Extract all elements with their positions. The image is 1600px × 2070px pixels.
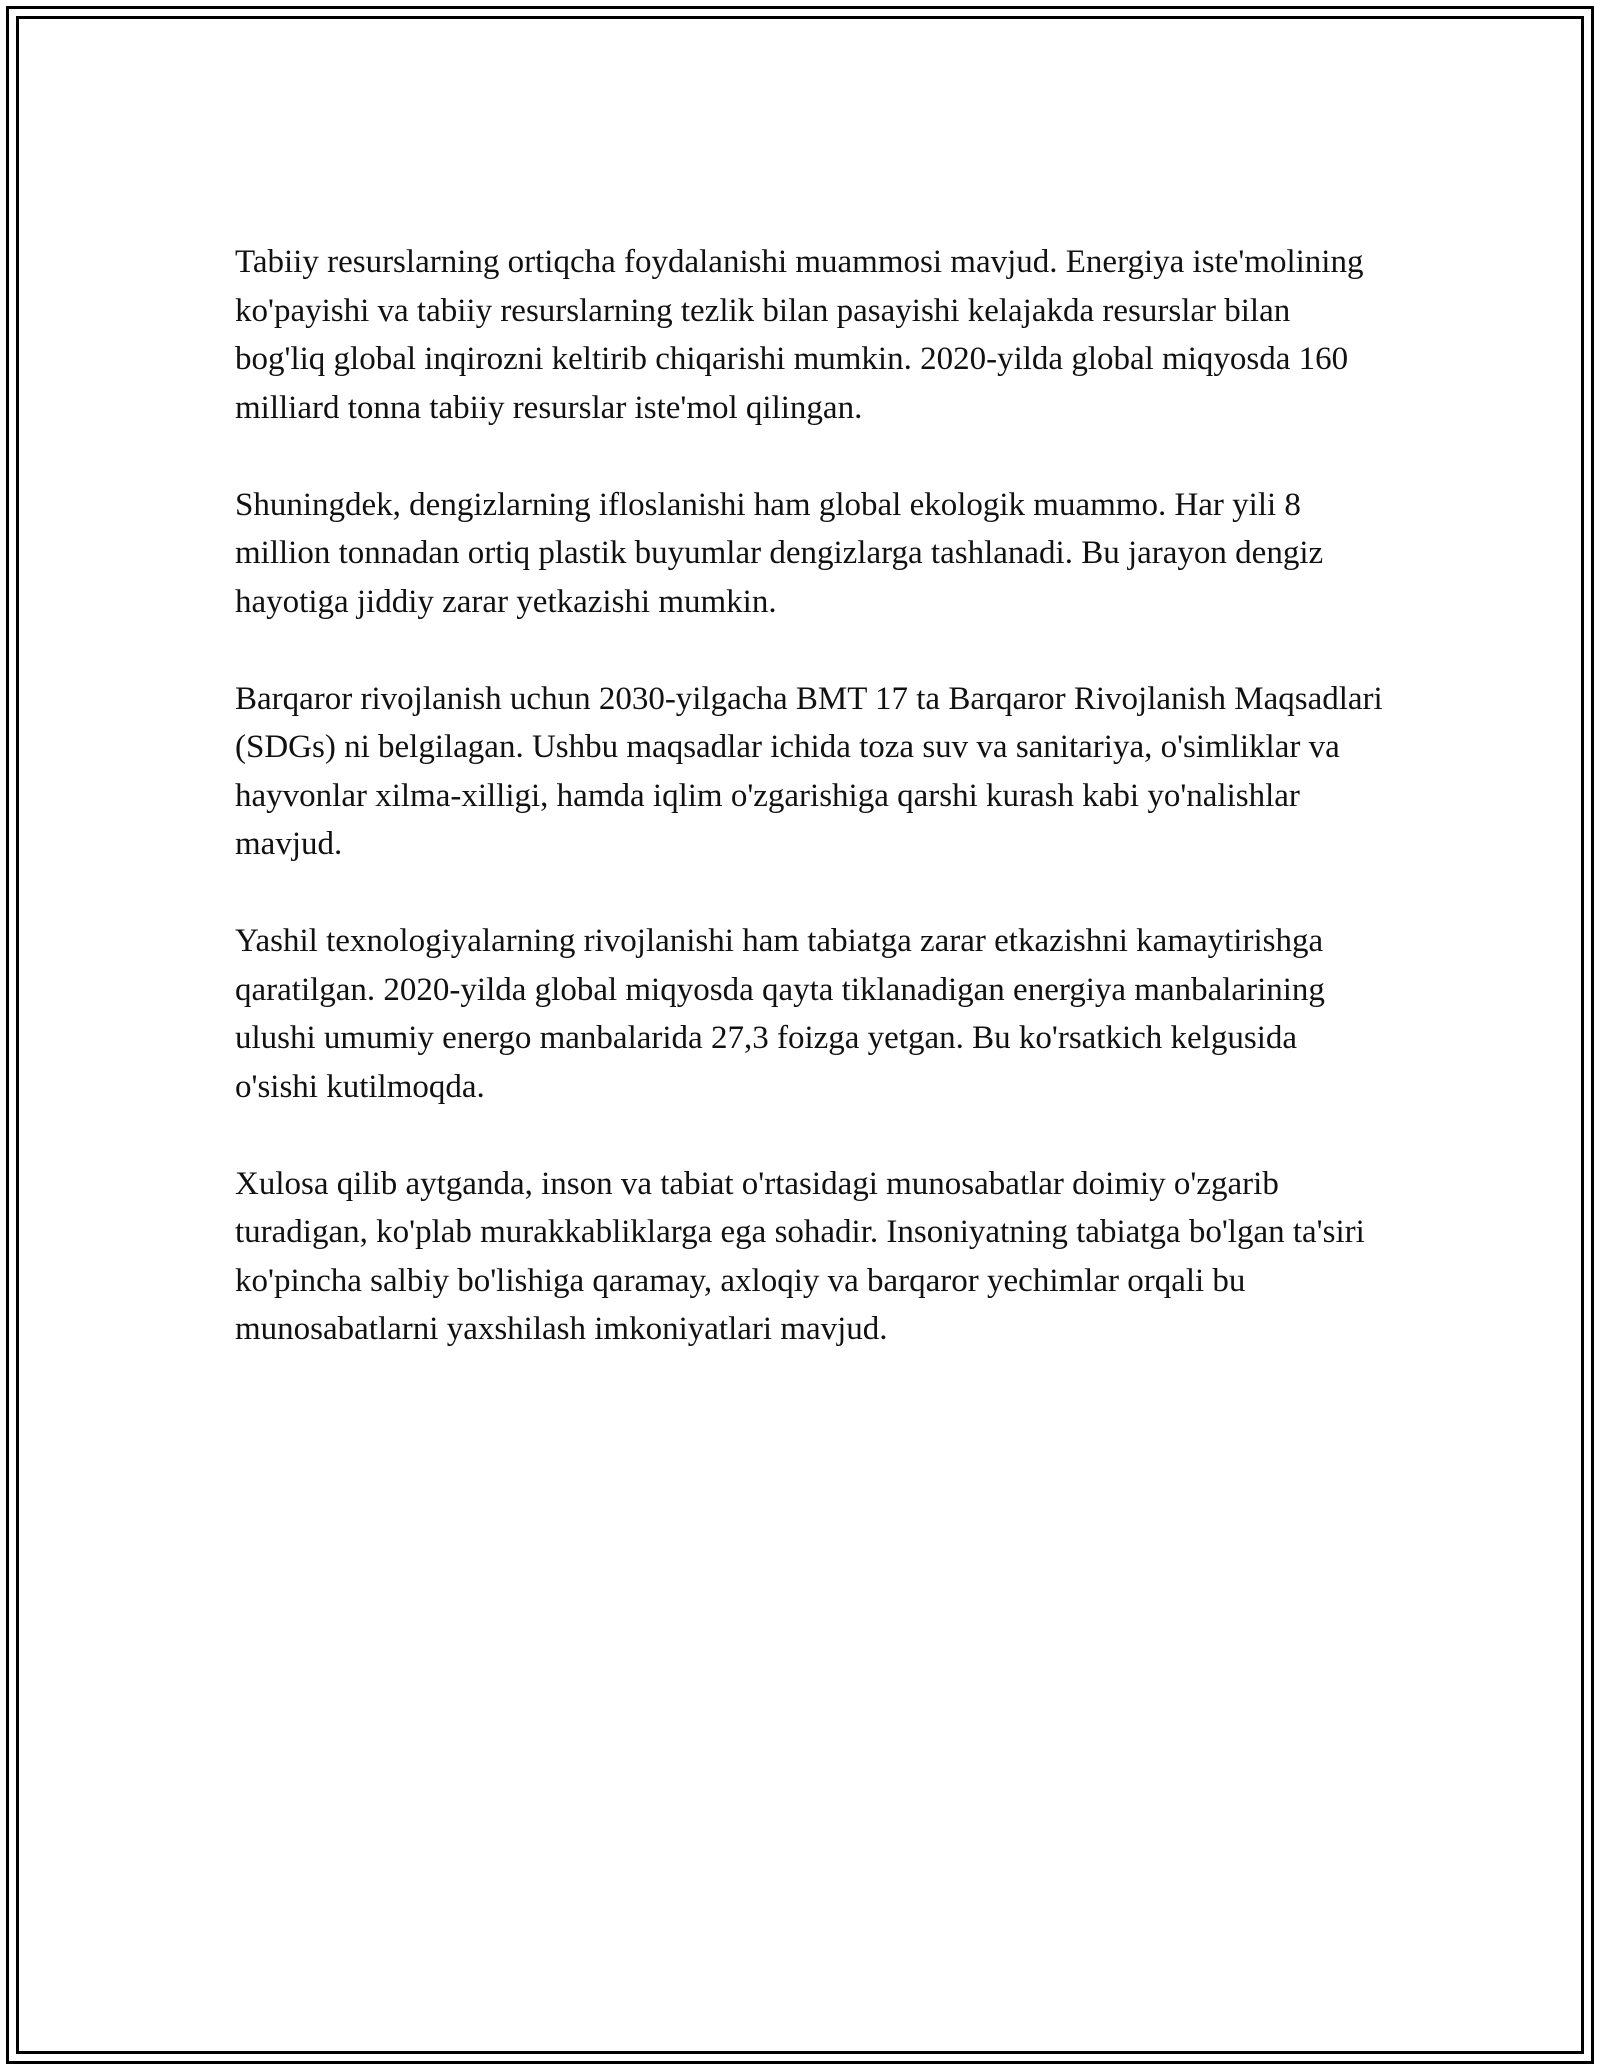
paragraph-green-technology: Yashil texnologiyalarning rivojlanishi ham tabiatga zarar etkazishni kamaytirishga qaratilgan. 2020-yilda global miqyosda qayta tiklanadigan energiya manbalarining ulushi umumiy energo manbalarida 27,3 foizga yetgan. Bu ko'rsatkich kelgusida o'sishi kutilmoqda.: [235, 923, 1325, 1105]
paragraph-conclusion: Xulosa qilib aytganda, inson va tabiat o'rtasidagi munosabatlar doimiy o'zgarib turadigan, ko'plab murakkabliklarga ega sohadir. Insoniyatning tabiatga bo'lgan ta'siri ko'pincha salbiy bo'lishiga qaramay, axloqiy va barqaror yechimlar orqali bu munosabatlarni yaxshilash imkoniyatlari mavjud.: [235, 1165, 1365, 1347]
paragraph-resources: Tabiiy resurslarning ortiqcha foydalanishi muammosi mavjud. Energiya iste'molining ko'payishi va tabiiy resurslarning tezlik bilan pasayishi kelajakda resurslar bilan bog'liq global inqirozni keltirib chiqarishi mumkin. 2020-yilda global miqyosda 160 milliard tonna tabiiy resurslar iste'mol qilingan.: [235, 244, 1364, 426]
paragraph-sea-pollution: Shuningdek, dengizlarning ifloslanishi ham global ekologik muammo. Har yili 8 million tonnadan ortiq plastik buyumlar dengizlarga tashlanadi. Bu jarayon dengiz hayotiga jiddiy zarar yetkazishi mumkin.: [235, 486, 1324, 620]
paragraph-sustainable-development: Barqaror rivojlanish uchun 2030-yilgacha BMT 17 ta Barqaror Rivojlanish Maqsadlari (SDGs) ni belgilagan. Ushbu maqsadlar ichida toza suv va sanitariya, o'simliklar va hayvonlar xilma-xilligi, hamda iqlim o'zgarishiga qarshi kurash kabi yo'nalishlar mavjud.: [235, 680, 1383, 862]
document-body: [235, 238, 1385, 1402]
